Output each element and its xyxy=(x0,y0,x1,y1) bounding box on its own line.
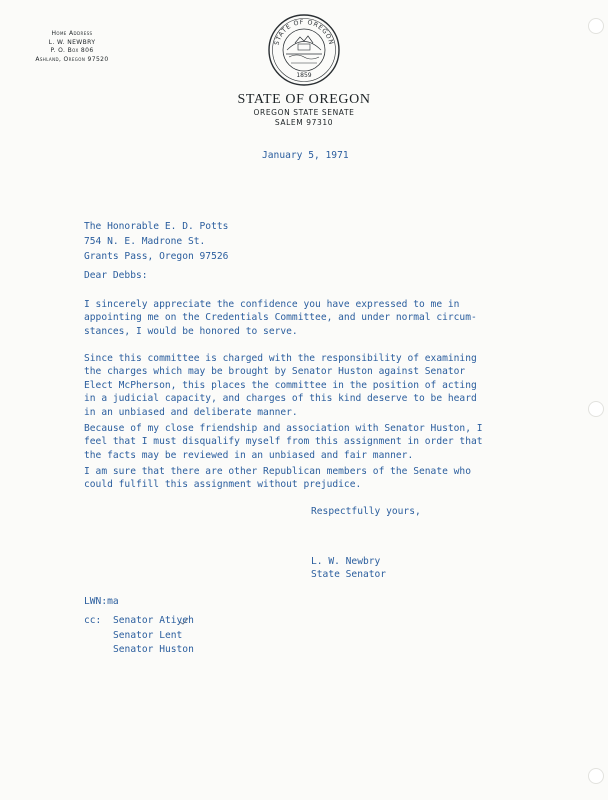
recipient-line: Grants Pass, Oregon 97526 xyxy=(84,251,229,262)
signature-name: L. W. Newbry xyxy=(311,556,381,567)
cc-name: Senator Lent xyxy=(113,629,183,641)
check-mark-icon xyxy=(179,617,189,625)
home-address-label: Home Address xyxy=(51,30,93,37)
cc-name: Senator Huston xyxy=(113,644,194,656)
body-line: the facts may be reviewed in an unbiased and fair manner. xyxy=(84,449,414,461)
cc-row xyxy=(84,614,194,629)
body-line: I am sure that there are other Republican members of the Senate who xyxy=(84,466,471,477)
state-seal-icon xyxy=(267,13,341,87)
body-line: feel that I must disqualify myself from this assignment in order that xyxy=(84,436,483,448)
cc-row xyxy=(84,643,194,658)
home-address-box: P. O. Box 806 xyxy=(50,47,94,54)
home-address-city: Ashland, Oregon 97520 xyxy=(35,55,109,63)
body-line: in an unbiased and deliberate manner. xyxy=(84,406,298,418)
letterhead xyxy=(204,92,404,128)
typist-initials: LWN:ma xyxy=(84,596,119,607)
body-line: Elect McPherson, this places the committee in the position of acting xyxy=(84,379,477,391)
seal-year: 1859 xyxy=(296,72,312,79)
body-paragraph xyxy=(84,352,477,419)
cc-list xyxy=(84,614,194,658)
body-paragraph xyxy=(84,465,471,492)
letterhead-salem: SALEM 97310 xyxy=(274,118,334,127)
body-line: stances, I would be honored to serve. xyxy=(84,325,298,337)
body-line: the charges which may be brought by Senator Huston against Senator xyxy=(84,366,466,378)
body-paragraph xyxy=(84,298,477,338)
letterhead-senate: OREGON STATE SENATE xyxy=(253,108,355,117)
punch-hole xyxy=(588,768,604,784)
body-line: in a judicial capacity, and charges of this kind deserve to be heard xyxy=(84,393,477,405)
letter-date: January 5, 1971 xyxy=(262,150,349,161)
closing: Respectfully yours, xyxy=(311,506,421,517)
letterhead-state: STATE OF OREGON xyxy=(237,92,371,107)
body-line: I sincerely appreciate the confidence you have expressed to me in xyxy=(84,299,460,310)
body-line: could fulfill this assignment without prejudice. xyxy=(84,479,362,491)
punch-hole xyxy=(588,18,604,34)
body-line: Since this committee is charged with the responsibility of examining xyxy=(84,353,477,364)
salutation: Dear Debbs: xyxy=(84,270,148,281)
home-address-name: L. W. NEWBRY xyxy=(48,38,96,46)
signature-title: State Senator xyxy=(311,569,387,581)
cc-label: cc: xyxy=(84,615,102,626)
body-line: Because of my close friendship and association with Senator Huston, I xyxy=(84,423,483,434)
seal-top-text: STATE OF OREGON xyxy=(273,18,335,47)
recipient-line: The Honorable E. D. Potts xyxy=(84,221,229,232)
signature-block xyxy=(311,555,386,582)
recipient-address xyxy=(84,219,228,264)
home-address-block xyxy=(22,30,122,64)
body-paragraph xyxy=(84,422,483,462)
cc-name: Senator Atiyeh xyxy=(113,615,194,626)
punch-hole xyxy=(588,401,604,417)
recipient-line: 754 N. E. Madrone St. xyxy=(84,236,206,247)
cc-row xyxy=(84,629,194,644)
body-line: appointing me on the Credentials Committee, and under normal circum- xyxy=(84,312,477,324)
